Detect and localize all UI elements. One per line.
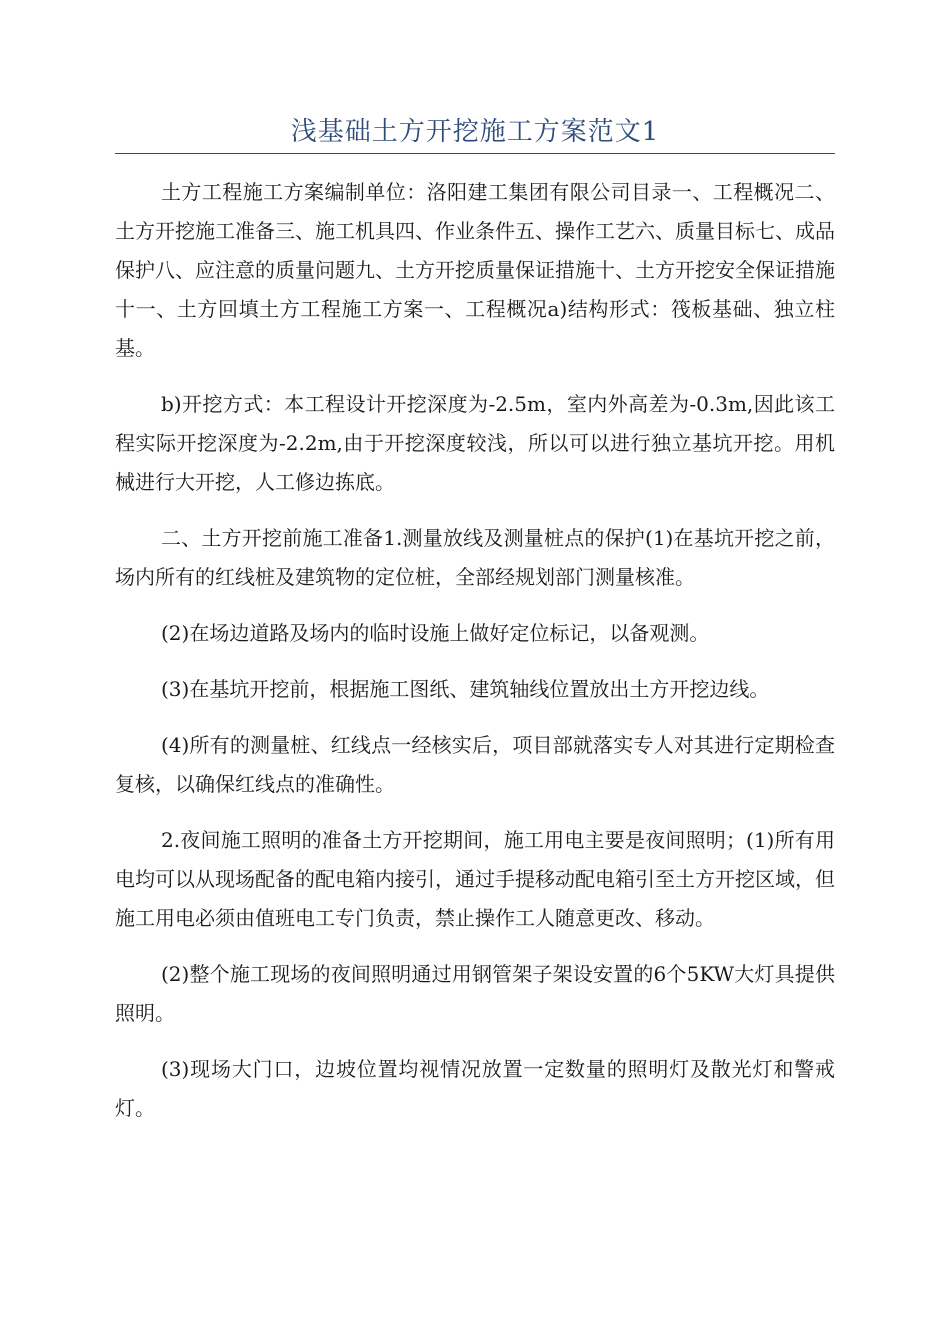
paragraph-7: 2.夜间施工照明的准备土方开挖期间，施工用电主要是夜间照明；(1)所有用电均可以从现场配备的配电箱内接引，通过手提移动配电箱引至土方开挖区域，但施工用电必须由值班电工专门负责，禁止操作工人随意更改、移动。 [115,828,835,930]
document-title: 浅基础土方开挖施工方案范文1 [290,117,660,147]
paragraph-4: (2)在场边道路及场内的临时设施上做好定位标记，以备观测。 [161,621,710,645]
paragraph-2: b)开挖方式：本工程设计开挖深度为-2.5m，室内外高差为-0.3m,因此该工程实际开挖深度为-2.2m,由于开挖深度较浅，所以可以进行独立基坑开挖。用机械进行大开挖，人工修边拣底。 [115,392,835,494]
paragraph-6: (4)所有的测量桩、红线点一经核实后，项目部就落实专人对其进行定期检查复核，以确保红线点的准确性。 [115,733,835,796]
title-underline [115,153,835,154]
paragraph-9: (3)现场大门口，边坡位置均视情况放置一定数量的照明灯及散光灯和警戒灯。 [115,1057,835,1120]
document-body [115,173,835,1145]
paragraph-3: 二、土方开挖前施工准备1.测量放线及测量桩点的保护(1)在基坑开挖之前，场内所有的红线桩及建筑物的定位桩，全部经规划部门测量核准。 [115,526,835,589]
paragraph-1: 土方工程施工方案编制单位：洛阳建工集团有限公司目录一、工程概况二、土方开挖施工准备三、施工机具四、作业条件五、操作工艺六、质量目标七、成品保护八、应注意的质量问题九、土方开挖质量保证措施十、土方开挖安全保证措施十一、土方回填土方工程施工方案一、工程概况a)结构形式：筏板基础、独立柱基。 [115,180,835,360]
paragraph-8: (2)整个施工现场的夜间照明通过用钢管架子架设安置的6个5KW大灯具提供照明。 [115,962,835,1025]
paragraph-5: (3)在基坑开挖前，根据施工图纸、建筑轴线位置放出土方开挖边线。 [161,677,770,701]
